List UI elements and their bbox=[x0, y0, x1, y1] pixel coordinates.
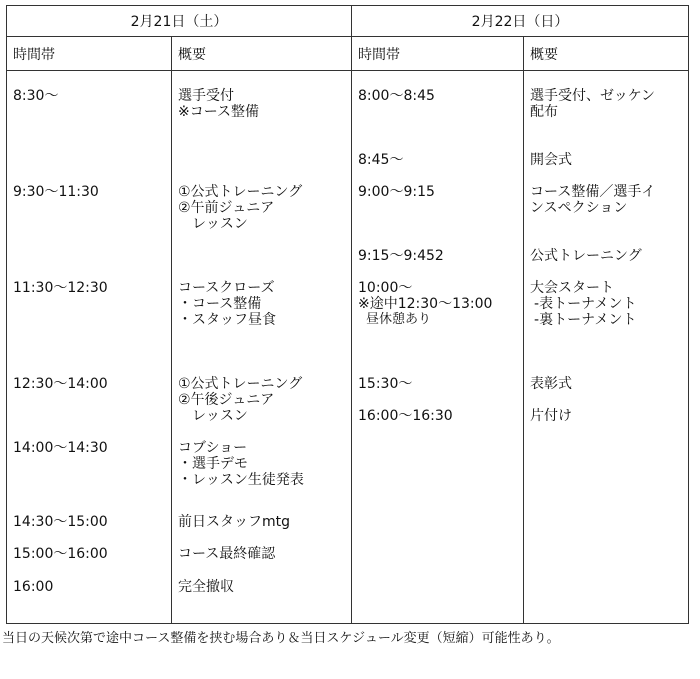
day1-row-time: 15:00～16:00 bbox=[13, 546, 108, 562]
day2-desc-column bbox=[524, 71, 689, 624]
day1-row-time: 12:30～14:00 bbox=[13, 376, 108, 392]
day2-row-desc: 公式トレーニング bbox=[530, 248, 642, 264]
day1-row-time: 14:00～14:30 bbox=[13, 440, 108, 456]
day2-row-time: 9:00～9:15 bbox=[358, 184, 435, 200]
day1-desc-column bbox=[172, 71, 352, 624]
schedule-table bbox=[6, 5, 689, 624]
day2-row-desc: 表彰式 bbox=[530, 376, 573, 392]
day2-time-header: 時間帯 bbox=[352, 37, 524, 71]
day1-time-header: 時間帯 bbox=[7, 37, 172, 71]
day2-row-desc: 選手受付、ゼッケン 配布 bbox=[530, 88, 656, 120]
day2-row-time: 15:30～ bbox=[358, 376, 413, 392]
day2-row-desc: コース整備／選手イ ンスペクション bbox=[530, 184, 656, 216]
day2-title: 2月22日（日） bbox=[352, 6, 689, 37]
day1-row-desc: コブショー ・選手デモ ・レッスン生徒発表 bbox=[178, 440, 304, 488]
day2-desc-header: 概要 bbox=[524, 37, 689, 71]
day1-time-column bbox=[7, 71, 172, 624]
day1-row-time: 16:00 bbox=[13, 579, 54, 595]
day1-row-desc: 選手受付 ※コース整備 bbox=[178, 88, 260, 120]
footnote: 当日の天候次第で途中コース整備を挟む場合あり＆当日スケジュール変更（短縮）可能性あり。 bbox=[2, 631, 560, 646]
day2-row-time: 8:45～ bbox=[358, 152, 404, 168]
day1-desc-header: 概要 bbox=[172, 37, 352, 71]
day1-row-desc: コース最終確認 bbox=[178, 546, 276, 562]
day2-row-time: 10:00～ ※途中12:30～13:00 昼休憩あり bbox=[358, 280, 493, 327]
day2-row-desc: 開会式 bbox=[530, 152, 573, 168]
day1-row-desc: 前日スタッフmtg bbox=[178, 514, 291, 530]
day1-row-time: 8:30～ bbox=[13, 88, 59, 104]
day1-title: 2月21日（土） bbox=[7, 6, 352, 37]
day2-row-time: 16:00～16:30 bbox=[358, 408, 453, 424]
day1-row-desc: 完全撤収 bbox=[178, 579, 234, 595]
day1-row-time: 14:30～15:00 bbox=[13, 514, 108, 530]
day1-row-time: 9:30～11:30 bbox=[13, 184, 99, 200]
day1-row-time: 11:30～12:30 bbox=[13, 280, 108, 296]
day1-row-desc: ①公式トレーニング ②午前ジュニア レッスン bbox=[178, 184, 303, 232]
day1-row-desc: コースクローズ ・コース整備 ・スタッフ昼食 bbox=[178, 280, 276, 328]
day2-time-column bbox=[352, 71, 524, 624]
day2-row-time: 8:00～8:45 bbox=[358, 88, 435, 104]
day2-row-time: 9:15～9:452 bbox=[358, 248, 444, 264]
day1-row-desc: ①公式トレーニング ②午後ジュニア レッスン bbox=[178, 376, 303, 424]
day2-row-desc: 大会スタート -表トーナメント -裏トーナメント bbox=[530, 280, 637, 328]
day2-row-desc: 片付け bbox=[530, 408, 573, 424]
